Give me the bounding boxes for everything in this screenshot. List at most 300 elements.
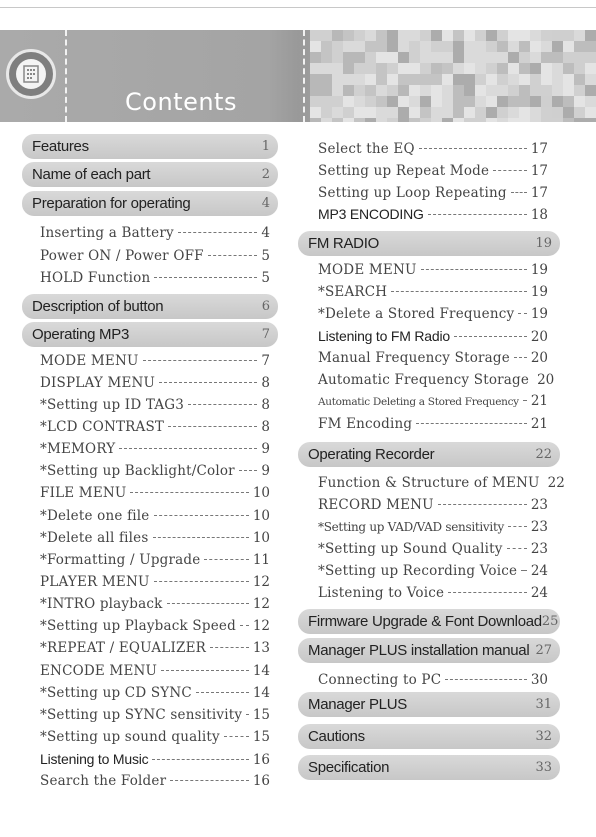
section-label: Preparation for operating (32, 195, 191, 212)
mosaic-tile (321, 52, 332, 63)
leader-dots (154, 515, 249, 516)
mosaic-tile (387, 96, 398, 107)
mosaic-tile (486, 30, 497, 41)
mosaic-tile (541, 74, 552, 85)
mosaic-tile (574, 52, 585, 63)
mosaic-tile (475, 96, 486, 107)
mosaic-tile (332, 107, 343, 118)
mosaic-tile (453, 118, 464, 122)
mosaic-tile (541, 63, 552, 74)
entry-label: *Setting up VAD/VAD sensitivity (318, 520, 504, 534)
toc-section-features[interactable] (22, 134, 278, 159)
mosaic-tile (343, 118, 354, 122)
page-number: 17 (530, 141, 548, 157)
mosaic-tile (563, 63, 574, 74)
entry-label: Setting up Repeat Mode (318, 163, 490, 179)
leader-dots (240, 625, 249, 626)
toc-entry[interactable] (318, 393, 548, 413)
toc-section-preparation-for-operating[interactable] (22, 191, 278, 216)
toc-section-manager-plus[interactable] (298, 692, 560, 717)
mosaic-tile (321, 107, 332, 118)
entry-label: Listening to FM Radio (318, 328, 450, 344)
leader-dots (204, 559, 248, 560)
page-number: 14 (252, 685, 270, 701)
mosaic-tile (497, 118, 508, 122)
mosaic-tile (321, 85, 332, 96)
mosaic-tile (563, 107, 574, 118)
toc-section-firmware-upgrade-font-download[interactable] (298, 609, 560, 634)
mosaic-tile (453, 52, 464, 63)
mosaic-tile (453, 30, 464, 41)
mosaic-tile (420, 118, 431, 122)
toc-entry[interactable] (40, 707, 270, 727)
mosaic-tile (464, 63, 475, 74)
toc-entry[interactable] (40, 270, 270, 290)
mosaic-tile (321, 74, 332, 85)
mosaic-tile (332, 74, 343, 85)
toc-entry[interactable] (40, 530, 270, 550)
mosaic-tile (365, 52, 376, 63)
toc-entry[interactable] (40, 596, 270, 616)
section-label: Name of each part (32, 166, 151, 183)
mosaic-tile (497, 85, 508, 96)
mosaic-tile (530, 118, 541, 122)
mosaic-tile (519, 63, 530, 74)
toc-entry[interactable] (318, 541, 548, 561)
mosaic-tile (519, 30, 530, 41)
entry-label: *REPEAT / EQUALIZER (40, 640, 206, 656)
entry-label: MODE MENU (318, 262, 417, 278)
mosaic-tile (387, 118, 398, 122)
mosaic-tile (387, 30, 398, 41)
mosaic-tile (321, 30, 332, 41)
toc-section-description-of-button[interactable] (22, 294, 278, 319)
entry-label: Listening to Voice (318, 585, 445, 601)
mosaic-tile (563, 41, 574, 52)
mosaic-tile (497, 107, 508, 118)
mosaic-tile (464, 107, 475, 118)
mosaic-tile (508, 52, 519, 63)
mosaic-tile (354, 41, 365, 52)
toc-section-specification[interactable] (298, 755, 560, 780)
mosaic-tile (552, 63, 563, 74)
entry-label: Automatic Deleting a Stored Frequency (318, 396, 519, 408)
entry-label: *MEMORY (40, 441, 116, 457)
mosaic-tile (519, 107, 530, 118)
leader-dots (196, 692, 249, 693)
entry-label: DISPLAY MENU (40, 375, 156, 391)
mosaic-tile (442, 118, 453, 122)
mosaic-tile (409, 63, 420, 74)
mosaic-tile (541, 52, 552, 63)
leader-dots (152, 759, 248, 760)
page-number: 5 (261, 270, 270, 286)
mosaic-tile (332, 41, 343, 52)
mosaic-tile (497, 41, 508, 52)
leader-dots (507, 548, 527, 549)
mosaic-tile (453, 41, 464, 52)
mosaic-tile (398, 96, 409, 107)
mosaic-tile (541, 118, 552, 122)
mosaic-tile (574, 118, 585, 122)
mosaic-tile (497, 96, 508, 107)
mosaic-tile (431, 85, 442, 96)
mosaic-tile (354, 74, 365, 85)
page-number: 25 (541, 614, 559, 629)
mosaic-tile (574, 41, 585, 52)
mosaic-tile (376, 85, 387, 96)
mosaic-tile (497, 74, 508, 85)
toc-entry[interactable] (318, 372, 555, 392)
entry-label: FILE MENU (40, 485, 127, 501)
mosaic-tile (585, 41, 596, 52)
mosaic-tile (486, 41, 497, 52)
toc-entry[interactable] (40, 773, 270, 793)
mosaic-tile (420, 96, 431, 107)
page-number: 22 (535, 447, 552, 462)
mosaic-tile (365, 41, 376, 52)
mosaic-tile (563, 74, 574, 85)
toc-entry[interactable] (40, 508, 270, 528)
toc-entry[interactable] (318, 563, 548, 583)
page-number: 12 (252, 574, 270, 590)
mosaic-tile (409, 118, 420, 122)
mosaic-tile (398, 107, 409, 118)
mosaic-tile (365, 30, 376, 41)
mosaic-tile (387, 74, 398, 85)
toc-entry[interactable] (318, 672, 548, 692)
mosaic-tile (585, 96, 596, 107)
mosaic-tile (343, 85, 354, 96)
mosaic-tile (387, 63, 398, 74)
toc-entry[interactable] (40, 729, 270, 749)
mosaic-decoration (310, 30, 596, 122)
entry-label: *Delete a Stored Frequency (318, 306, 515, 322)
page-number: 4 (261, 225, 270, 241)
mosaic-tile (563, 52, 574, 63)
mosaic-tile (376, 52, 387, 63)
mosaic-tile (321, 118, 332, 122)
mosaic-tile (354, 85, 365, 96)
mosaic-tile (475, 85, 486, 96)
mosaic-tile (541, 30, 552, 41)
mosaic-tile (585, 85, 596, 96)
page-number: 9 (261, 441, 270, 457)
toc-entry[interactable] (40, 353, 270, 373)
mosaic-tile (508, 107, 519, 118)
toc-entry[interactable] (40, 419, 270, 439)
mosaic-tile (376, 30, 387, 41)
page-number: 6 (261, 299, 270, 314)
mosaic-tile (310, 85, 321, 96)
mosaic-tile (574, 63, 585, 74)
page-number: 2 (261, 167, 270, 182)
section-label: Manager PLUS installation manual (308, 642, 530, 659)
mosaic-tile (354, 107, 365, 118)
toc-entry[interactable] (40, 751, 270, 771)
mosaic-tile (321, 96, 332, 107)
mosaic-tile (475, 63, 486, 74)
page-number: 5 (261, 248, 270, 264)
leader-dots (170, 780, 249, 781)
leader-dots (143, 360, 258, 361)
mosaic-tile (486, 63, 497, 74)
page-number: 32 (535, 729, 552, 744)
mosaic-tile (431, 30, 442, 41)
toc-entry[interactable] (40, 663, 270, 683)
leader-dots (445, 679, 527, 680)
toc-entry[interactable] (318, 262, 548, 282)
page-number: 15 (252, 707, 270, 723)
mosaic-tile (508, 85, 519, 96)
page-number: 10 (252, 485, 270, 501)
leader-dots (161, 670, 249, 671)
mosaic-tile (585, 107, 596, 118)
mosaic-tile (343, 52, 354, 63)
toc-entry[interactable] (40, 463, 270, 483)
mosaic-tile (387, 85, 398, 96)
mosaic-tile (343, 96, 354, 107)
entry-label: *Setting up sound quality (40, 729, 220, 745)
mosaic-tile (574, 85, 585, 96)
leader-dots (178, 232, 258, 233)
mosaic-tile (475, 30, 486, 41)
mosaic-tile (552, 52, 563, 63)
mosaic-tile (552, 85, 563, 96)
mosaic-tile (332, 118, 343, 122)
toc-entry[interactable] (318, 163, 548, 183)
toc-entry[interactable] (40, 640, 270, 660)
mosaic-tile (365, 107, 376, 118)
mosaic-tile (387, 107, 398, 118)
toc-entry[interactable] (40, 248, 270, 268)
page-number: 13 (252, 640, 270, 656)
mosaic-tile (365, 63, 376, 74)
page-number: 20 (530, 329, 548, 345)
entry-label: Connecting to PC (318, 672, 442, 688)
mosaic-tile (376, 118, 387, 122)
toc-section-manager-plus-installation-manual[interactable] (298, 638, 560, 663)
page-number: 16 (252, 752, 270, 768)
mosaic-tile (343, 30, 354, 41)
mosaic-tile (365, 118, 376, 122)
mosaic-tile (343, 74, 354, 85)
toc-entry[interactable] (318, 306, 548, 326)
mosaic-tile (464, 41, 475, 52)
leader-dots (210, 647, 249, 648)
toc-entry[interactable] (318, 585, 548, 605)
mosaic-tile (453, 85, 464, 96)
entry-label: HOLD Function (40, 270, 151, 286)
leader-dots (514, 357, 527, 358)
mosaic-tile (354, 118, 365, 122)
mosaic-tile (409, 52, 420, 63)
section-label: FM RADIO (308, 235, 379, 252)
mosaic-tile (497, 63, 508, 74)
mosaic-tile (310, 41, 321, 52)
leader-dots (154, 277, 257, 278)
mosaic-tile (354, 96, 365, 107)
toc-section-operating-mp3[interactable] (22, 322, 278, 347)
book-icon (6, 49, 56, 99)
toc-entry[interactable] (318, 475, 565, 495)
mosaic-tile (409, 30, 420, 41)
leader-dots (154, 581, 249, 582)
mosaic-tile (519, 85, 530, 96)
mosaic-tile (475, 41, 486, 52)
page-number: 24 (530, 563, 548, 579)
mosaic-tile (475, 118, 486, 122)
entry-label: *Formatting / Upgrade (40, 552, 201, 568)
mosaic-tile (398, 52, 409, 63)
leader-dots (493, 170, 527, 171)
entry-label: PLAYER MENU (40, 574, 150, 590)
mosaic-tile (354, 30, 365, 41)
page-number: 9 (261, 463, 270, 479)
entry-label: Automatic Frequency Storage (318, 372, 530, 388)
mosaic-tile (563, 85, 574, 96)
leader-dots (428, 214, 527, 215)
mosaic-tile (365, 74, 376, 85)
section-label: Manager PLUS (308, 696, 407, 713)
toc-entry[interactable] (318, 185, 548, 205)
mosaic-tile (552, 96, 563, 107)
mosaic-tile (464, 30, 475, 41)
entry-label: Manual Frequency Storage (318, 350, 510, 366)
mosaic-tile (365, 96, 376, 107)
mosaic-tile (574, 74, 585, 85)
toc-section-operating-recorder[interactable] (298, 442, 560, 467)
entry-label: Search the Folder (40, 773, 167, 789)
leader-dots (454, 336, 527, 337)
page-number: 21 (530, 416, 548, 432)
page-number: 15 (252, 729, 270, 745)
toc-section-fm-radio[interactable] (298, 231, 560, 256)
mosaic-tile (574, 96, 585, 107)
mosaic-tile (497, 30, 508, 41)
page-number: 24 (530, 585, 548, 601)
mosaic-tile (431, 63, 442, 74)
mosaic-tile (420, 74, 431, 85)
leader-dots (224, 736, 249, 737)
page-number: 12 (252, 596, 270, 612)
mosaic-tile (508, 30, 519, 41)
mosaic-tile (497, 52, 508, 63)
page-number: 10 (252, 508, 270, 524)
mosaic-tile (321, 41, 332, 52)
mosaic-tile (398, 118, 409, 122)
leader-dots (188, 404, 257, 405)
contents-header (0, 30, 596, 122)
page-number: 4 (261, 196, 270, 211)
page-number: 1 (261, 139, 270, 154)
entry-label: Inserting a Battery (40, 225, 174, 241)
entry-label: *Setting up SYNC sensitivity (40, 707, 243, 723)
toc-entry[interactable] (318, 206, 548, 226)
toc-entry[interactable] (40, 225, 270, 245)
page-number: 33 (535, 760, 552, 775)
mosaic-tile (321, 63, 332, 74)
page-number: 21 (530, 393, 548, 409)
entry-label: *Delete one file (40, 508, 150, 524)
page-number: 8 (261, 375, 270, 391)
mosaic-tile (486, 85, 497, 96)
mosaic-tile (431, 107, 442, 118)
mosaic-tile (475, 74, 486, 85)
leader-dots (167, 603, 249, 604)
entry-label: *Setting up CD SYNC (40, 685, 192, 701)
mosaic-tile (431, 41, 442, 52)
entry-label: *INTRO playback (40, 596, 163, 612)
toc-entry[interactable] (318, 519, 548, 539)
mosaic-tile (519, 118, 530, 122)
mosaic-tile (310, 30, 321, 41)
mosaic-tile (442, 74, 453, 85)
page-number: 17 (530, 185, 548, 201)
mosaic-tile (310, 74, 321, 85)
toc-entry[interactable] (318, 141, 548, 161)
mosaic-tile (464, 85, 475, 96)
toc-entry[interactable] (40, 552, 270, 572)
toc-entry[interactable] (40, 685, 270, 705)
mosaic-tile (585, 74, 596, 85)
toc-entry[interactable] (40, 618, 270, 638)
toc-entry[interactable] (318, 328, 548, 348)
header-divider-right (303, 30, 305, 122)
mosaic-tile (530, 41, 541, 52)
mosaic-tile (398, 41, 409, 52)
mosaic-tile (486, 107, 497, 118)
page-number: 17 (530, 163, 548, 179)
mosaic-tile (376, 41, 387, 52)
mosaic-tile (442, 52, 453, 63)
toc-entry[interactable] (40, 441, 270, 461)
mosaic-tile (541, 96, 552, 107)
toc-section-name-of-each-part[interactable] (22, 162, 278, 187)
toc-entry[interactable] (40, 375, 270, 395)
mosaic-tile (420, 107, 431, 118)
toc-entry[interactable] (318, 416, 548, 436)
toc-entry[interactable] (40, 574, 270, 594)
mosaic-tile (442, 30, 453, 41)
leader-dots (159, 382, 257, 383)
toc-entry[interactable] (318, 350, 548, 370)
mosaic-tile (376, 74, 387, 85)
mosaic-tile (453, 96, 464, 107)
page-number: 23 (530, 541, 548, 557)
page-number: 19 (530, 284, 548, 300)
mosaic-tile (508, 96, 519, 107)
page-number: 20 (530, 350, 548, 366)
toc-entry[interactable] (40, 485, 270, 505)
mosaic-tile (310, 107, 321, 118)
mosaic-tile (486, 52, 497, 63)
entry-label: Listening to Music (40, 751, 149, 767)
toc-entry[interactable] (318, 284, 548, 304)
mosaic-tile (310, 52, 321, 63)
leader-dots (419, 148, 527, 149)
toc-section-cautions[interactable] (298, 724, 560, 749)
section-label: Description of button (32, 298, 164, 315)
toc-entry[interactable] (40, 397, 270, 417)
leader-dots (523, 400, 527, 401)
mosaic-tile (530, 63, 541, 74)
mosaic-tile (486, 74, 497, 85)
mosaic-tile (409, 107, 420, 118)
mosaic-tile (310, 118, 321, 122)
mosaic-tile (453, 63, 464, 74)
toc-entry[interactable] (318, 497, 548, 517)
